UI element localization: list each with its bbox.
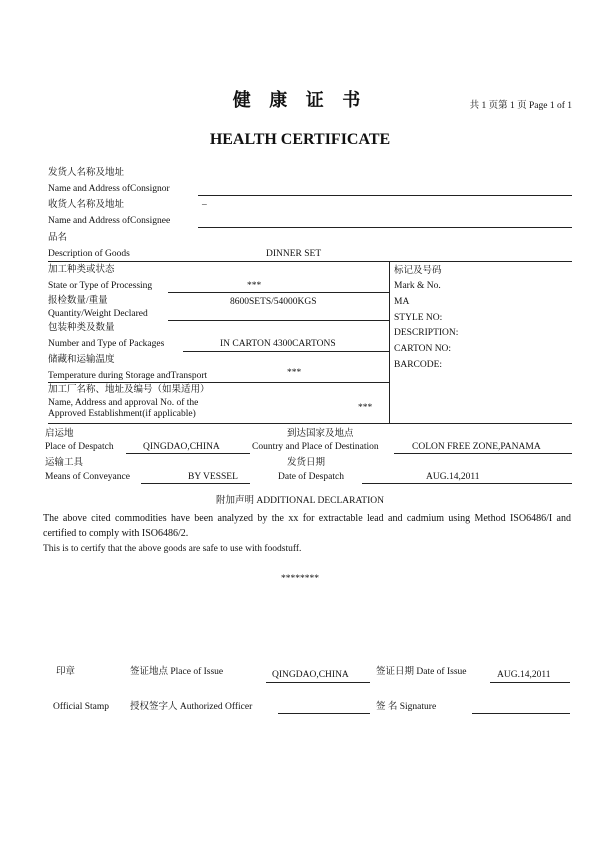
marks-divider <box>389 261 390 423</box>
storage-value: *** <box>287 368 302 378</box>
packages-label-en: Number and Type of Packages <box>48 339 165 349</box>
marks-label-en: Mark & No. <box>394 281 441 291</box>
destination-label-cn: 到达国家及地点 <box>287 429 354 439</box>
goods-value: DINNER SET <box>266 249 322 259</box>
official-stamp-label: Official Stamp <box>53 702 110 712</box>
declaration-stars: ******** <box>281 574 319 584</box>
marks-line-1: MA <box>394 297 410 307</box>
quantity-value: 8600SETS/54000KGS <box>230 297 317 307</box>
despatch-label-en: Place of Despatch <box>45 442 114 452</box>
signature-line <box>472 713 570 714</box>
establishment-label-en-1: Name, Address and approval No. of the <box>48 398 199 408</box>
establishment-line <box>48 423 572 424</box>
place-of-issue-label: 签证地点 Place of Issue <box>130 667 224 677</box>
goods-label-cn: 品名 <box>48 233 68 243</box>
conveyance-label-en: Means of Conveyance <box>45 472 130 482</box>
date-of-issue-value: AUG.14,2011 <box>497 670 551 680</box>
marks-line-5: BARCODE: <box>394 360 443 370</box>
date-of-issue-line <box>490 682 570 683</box>
title-chinese: 健 康 证 书 <box>232 90 368 110</box>
conveyance-label-cn: 运输工具 <box>45 458 84 468</box>
despatch-date-line <box>362 483 572 484</box>
goods-line <box>48 261 572 262</box>
storage-label-cn: 储藏和运输温度 <box>48 355 115 365</box>
despatch-value: QINGDAO,CHINA <box>143 442 220 452</box>
quantity-label-en: Quantity/Weight Declared <box>48 309 148 319</box>
establishment-label-cn: 加工厂名称、地址及编号（如果适用） <box>48 385 210 395</box>
place-of-issue-value: QINGDAO,CHINA <box>272 670 349 680</box>
place-of-issue-line <box>266 682 370 683</box>
declaration-heading: 附加声明 ADDITIONAL DECLARATION <box>216 496 384 506</box>
signature-label: 签 名 Signature <box>376 702 437 712</box>
consignee-label-cn: 收货人名称及地址 <box>48 200 125 210</box>
packages-line <box>183 351 389 352</box>
marks-label-cn: 标记及号码 <box>394 266 442 276</box>
despatch-date-value: AUG.14,2011 <box>426 472 480 482</box>
stamp-label-cn: 印章 <box>56 667 76 677</box>
authorized-officer-label: 授权签字人 Authorized Officer <box>130 702 253 712</box>
despatch-date-label-en: Date of Despatch <box>278 472 344 482</box>
despatch-label-cn: 启运地 <box>45 429 74 439</box>
processing-label-en: State or Type of Processing <box>48 281 153 291</box>
consignee-label-en: Name and Address ofConsignee <box>48 216 171 226</box>
consignor-label-en: Name and Address ofConsignor <box>48 184 170 194</box>
packages-value: IN CARTON 4300CARTONS <box>220 339 336 349</box>
processing-label-cn: 加工种类或状态 <box>48 265 115 275</box>
processing-line <box>168 292 389 293</box>
marks-line-4: CARTON NO: <box>394 344 452 354</box>
quantity-label-cn: 报检数量/重量 <box>48 296 108 306</box>
declaration-text: The above cited commodities have been analyzed by the xx for extractable lead and cadmium using Method ISO6486/I and certified to comply with ISO6486/2. <box>43 513 571 539</box>
destination-value: COLON FREE ZONE,PANAMA <box>412 442 541 452</box>
consignee-value: – <box>202 200 207 210</box>
authorized-officer-line <box>278 713 370 714</box>
conveyance-line <box>141 483 250 484</box>
consignor-line <box>198 195 572 196</box>
marks-line-3: DESCRIPTION: <box>394 328 459 338</box>
establishment-label-en-2: Approved Establishment(if applicable) <box>48 409 196 419</box>
date-of-issue-label: 签证日期 Date of Issue <box>376 667 467 677</box>
despatch-line <box>126 453 250 454</box>
title-english: HEALTH CERTIFICATE <box>209 131 391 148</box>
despatch-date-label-cn: 发货日期 <box>287 458 326 468</box>
marks-line-2: STYLE NO: <box>394 313 443 323</box>
destination-line <box>394 453 572 454</box>
quantity-line <box>168 320 389 321</box>
consignee-line <box>198 227 572 228</box>
storage-label-en: Temperature during Storage andTransport <box>48 371 208 381</box>
processing-value: *** <box>247 281 262 291</box>
packages-label-cn: 包装种类及数量 <box>48 323 115 333</box>
goods-label-en: Description of Goods <box>48 249 130 259</box>
establishment-value: *** <box>358 403 373 413</box>
consignor-label-cn: 发货人名称及地址 <box>48 168 125 178</box>
declaration-safe-text: This is to certify that the above goods are safe to use with foodstuff. <box>43 544 302 554</box>
destination-label-en: Country and Place of Destination <box>252 442 379 452</box>
conveyance-value: BY VESSEL <box>188 472 238 482</box>
page-number: 共 1 页第 1 页 Page 1 of 1 <box>469 101 572 111</box>
storage-line <box>48 382 389 383</box>
